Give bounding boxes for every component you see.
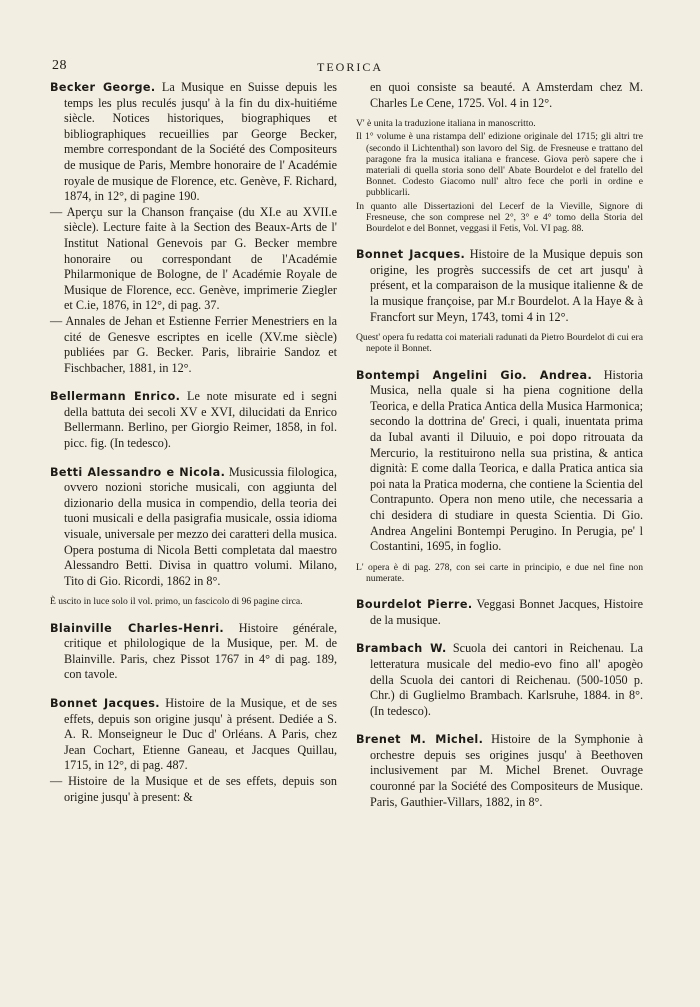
entry-note: L' opera è di pag. 278, con sei carte in principio, e due nel fine non numerate. [356, 561, 643, 584]
entry-text: Veggasi Bonnet Jacques, Histoire de la musique. [370, 597, 643, 627]
entry-subitem: — Aperçu sur la Chanson française (du XI.e au XVII.e siècle). Lecture faite à la Section des Beaux-Arts de l' Institut National Genevois par G. Becker membre honoraire ou correspondant de l'Académie Philarmonique de Bologne, de l' Académie Royale de Musique de Florence, ecc. Genève, imprimerie Ziegler et C.ie, 1876, in 12°, di pag. 37. [50, 204, 337, 313]
entry-bontempi [356, 368, 643, 555]
page-number: 28 [52, 58, 67, 73]
right-column [356, 80, 643, 823]
entry-blainville [50, 621, 337, 683]
entry-heading: Becker George. [50, 81, 156, 94]
entry-heading: Bellermann Enrico. [50, 390, 181, 404]
entry-note: È uscito in luce solo il vol. primo, un fascicolo di 96 pagine circa. [50, 596, 303, 608]
entry-becker [50, 80, 337, 376]
entry-note: In quanto alle Dissertazioni del Lecerf de la Vieville, Signore di Fresneuse, che son comprese nel 2°, 3° e 4° tomo della Storia del Bourdelot e del Bonnet, veggasi il Fetis, Vol. VI pag. 88. [356, 200, 643, 235]
entry-note: Quest' opera fu redatta coi materiali radunati da Pietro Bourdelot di cui era nepote il Bonnet. [356, 332, 643, 355]
entry-text: Scuola dei cantori in Reichenau. La letteratura musicale del medio-evo fino all' apogèo della Scuola dei cantori di Reichenau. (500-1050 p. Chr.) di Guglielmo Brambach. Karlsruhe, 1884. in 8°. (In tedesco). [370, 641, 643, 718]
running-title: TEORICA [317, 60, 383, 74]
entry-brenet [356, 732, 643, 810]
entry-heading: Betti Alessandro e Nicola. [50, 465, 226, 479]
entry-betti [50, 465, 337, 590]
entry-text: Histoire de la Musique depuis son origine, les progrès successifs de cet art jusqu' à présent, et la comparaison de la musique italienne & de la musique françoise, par M.r Bourdelot. A la Haye & à Francfort sur Meyn, 1743, tomi 4 in 12°. [370, 247, 643, 324]
entry-bonnet-continued [356, 80, 643, 111]
entry-text: Histoire de la Musique, et de ses effets, depuis son origine jusqu' à présent. Dediée a S. A. R. Monseigneur le Duc d' Orléans. A Paris, chez Jean Cochart, Etienne Ganeau, et Jacques Quillau, 1715, in 12°, di pag. 487. [64, 695, 337, 773]
entry-heading: Bonnet Jacques. [50, 696, 160, 710]
entry-text: Musicussia filologica, ovvero nozioni storiche musicali, con aggiunta del dizionario della musica in compendio, della teoria dei tuoni musicali e della pasigrafia musicale, ossia idioma visuale, universale per mezzo dei caratteri della musica. Opera postuma di Nicola Betti completata dal maestro Alessandro Betti. Divisa in quattro volumi. Milano, Tito di Gio. Ricordi, 1862 in 8°. [64, 464, 338, 588]
entry-text: en quoi consiste sa beauté. A Amsterdam chez M. Charles Le Cene, 1725. Vol. 4 in 12°. [370, 80, 643, 110]
entry-brambach [356, 641, 643, 719]
entry-text: Histoire générale, critique et philologique de la Musique, per. M. de Blainville. Paris, chez Pissot 1767 in 4° di pag. 189, con tavole. [64, 620, 337, 682]
entry-heading: Blainville Charles-Henri. [50, 621, 225, 635]
entry-text: Histoire de la Symphonie à orchestre depuis ses origines jusqu' à Beethoven inclusivement par M. Michel Brenet. Ouvrage couronné par la Société des Compositeurs de Musique. Paris, Gauthier-Villars, 1882, in 8°. [370, 732, 644, 809]
entry-heading: Brenet M. Michel. [356, 733, 484, 747]
entry-text: Historia Musica, nella quale si ha piena cognitione della Teorica, e della Pratica Antica della Musica Harmonica; secondo la dottrina de' Greci, i quali, inuentata prima da Iubal avanti il Diluuio, e poi dopo ritrouata da Mercurio, la restituirono nella sua pristina, & antica dignità: E come dalla Teorica, e dalla Pratica antica sia poi nata la Pratica moderna, che contiene la Scientia del Contrapunto. Opera non meno utile, che necessaria a chi desidera di studiare in questa Scientia. Di Gio. Andrea Angelini Bontempi Perugino. In Perugia, pe' l Costantini, 1695, in foglio. [370, 367, 644, 554]
left-column [50, 80, 337, 818]
entry-bonnet-1 [50, 696, 337, 805]
entry-subitem: — Histoire de la Musique et de ses effets, depuis son origine jusqu' à present: & [50, 773, 337, 804]
entry-heading: Brambach W. [356, 642, 447, 656]
entry-bellermann [50, 389, 337, 451]
entry-heading: Bonnet Jacques. [356, 248, 466, 262]
entry-heading: Bourdelot Pierre. [356, 598, 473, 612]
entry-note: V' è unita la traduzione italiana in manoscritto. [356, 118, 536, 130]
entry-heading: Bontempi Angelini Gio. Andrea. [356, 368, 593, 382]
entry-bourdelot [356, 597, 643, 628]
entry-text: Le note misurate ed i segni della battuta dei secoli XV e XVI, dilucidati da Enrico Bellermann. Berlino, per Giorgio Reimer, 1858, in fol. picc. fig. (In tedesco). [64, 389, 337, 451]
entry-bonnet-2 [356, 247, 643, 325]
entry-subitem: — Annales de Jehan et Estienne Ferrier Menestriers en la cité de Genesve escriptes en icelle (XV.me siècle) publiées par G. Becker. Paris, librairie Sandoz et Fischbacher, 1881, in 12°. [50, 313, 337, 375]
entry-text: La Musique en Suisse depuis les temps les plus reculés jusqu' à la fin du dix-huitiéme siècle. Notices historiques, biographiques et bibliographiques recueillies par George Becker, membre correspondant de la Société des Compositeurs de musique de Paris, Membre honoraire de l' Académie royale de musique de Florence, etc. Genève, F. Richard, 1874, in 12°, di pagine 190. [64, 80, 338, 204]
entry-note: Il 1° volume è una ristampa dell' edizione originale del 1715; gli altri tre (secondo il Lichtenthal) son lavoro del Sig. de Fresneuse e trattano del paragone fra la musica italiana e francese. Giova però sapere che i materiali di quella storia sono dell' Abate Bourdelot e del fratello del Bonnet. Codesto Giacomo null' altro fece che porli in ordine e pubblicarli. [356, 131, 643, 199]
